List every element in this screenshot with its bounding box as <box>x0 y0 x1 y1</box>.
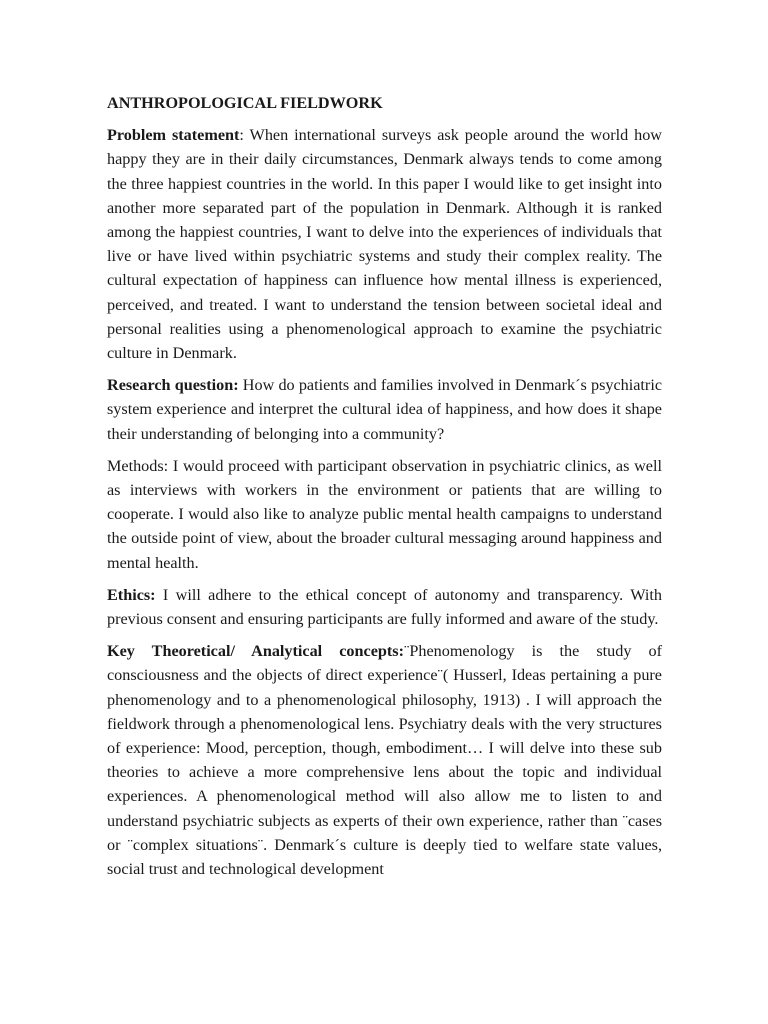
problem-statement-label: Problem statement <box>107 126 240 145</box>
research-question-paragraph <box>107 373 662 446</box>
methods-paragraph <box>107 454 662 575</box>
key-concepts-paragraph <box>107 639 662 881</box>
document-title: ANTHROPOLOGICAL FIELDWORK <box>107 94 383 112</box>
key-concepts-text: ¨Phenomenology is the study of consciousness and the objects of direct experience¨( Husserl, Ideas pertaining a pure phenomenology and to a phenomenological philosophy, 1913) . I will approach the fieldwork through a phenomenological lens. Psychiatry deals with the very structures of experience: Mood, perception, though, embodiment… I will delve into these sub theories to achieve a more comprehensive lens about the topic and individual experiences. A phenomenological method will also allow me to listen to and understand psychiatric subjects as experts of their own experience, rather than ¨cases or ¨complex situations¨. Denmark´s culture is deeply tied to welfare state values, social trust and technological development <box>107 642 662 879</box>
problem-statement-text: : When international surveys ask people around the world how happy they are in their daily circumstances, Denmark always tends to come among the three happiest countries in the world. In this paper I would like to get insight into another more separated part of the population in Denmark. Although it is ranked among the happiest countries, I want to delve into the experiences of individuals that live or have lived within psychiatric systems and study their complex reality. The cultural expectation of happiness can influence how mental illness is experienced, perceived, and treated. I want to understand the tension between societal ideal and personal realities using a phenomenological approach to examine the psychiatric culture in Denmark. <box>107 126 663 363</box>
ethics-paragraph <box>107 583 662 631</box>
ethics-label: Ethics: <box>107 585 156 604</box>
document-page <box>107 91 662 881</box>
ethics-text: I will adhere to the ethical concept of autonomy and transparency. With previous consent and ensuring participants are fully informed and aware of the study. <box>107 585 662 629</box>
problem-statement-paragraph <box>107 123 662 365</box>
research-question-text: How do patients and families involved in Denmark´s psychiatric system experience and interpret the cultural idea of happiness, and how does it shape their understanding of belonging into a community? <box>107 376 662 443</box>
research-question-label: Research question: <box>107 376 239 395</box>
methods-text: Methods: I would proceed with participant observation in psychiatric clinics, as well as interviews with workers in the environment or patients that are willing to cooperate. I would also like to analyze public mental health campaigns to understand the outside point of view, about the broader cultural messaging around happiness and mental health. <box>107 456 662 572</box>
key-concepts-label: Key Theoretical/ Analytical concepts: <box>107 642 404 661</box>
